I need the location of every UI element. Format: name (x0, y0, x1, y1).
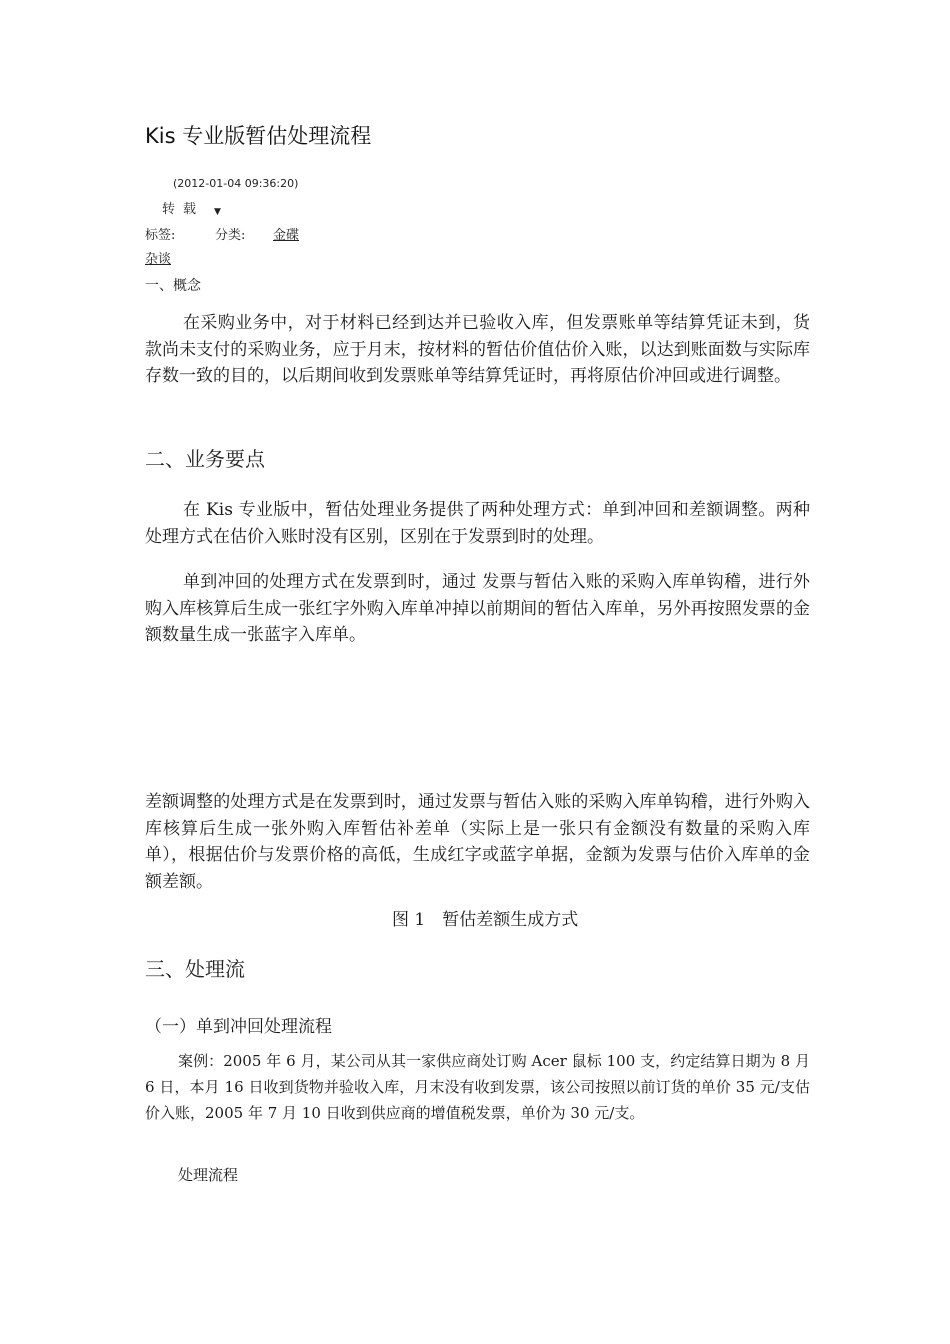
figure-caption: 图 1 暂估差额生成方式 (392, 910, 579, 930)
section2-paragraph2: 单到冲回的处理方式在发票到时，通过 发票与暂估入账的采购入库单钩稽，进行外购入库核算后生成一张红字外购入库单冲掉以前期间的暂估入库单，另外再按照发票的金额数量生成一张蓝字入库单。 (145, 572, 810, 645)
section3-flow-label: 处理流程 (178, 1166, 239, 1184)
section2-paragraph3: 差额调整的处理方式是在发票到时，通过发票与暂估入账的采购入库单钩稽，进行外购入库核算后生成一张外购入库暂估补差单（实际上是一张只有金额没有数量的采购入库单），根据估价与发票价格的高低，生成红字或蓝字单据，金额为发票与估价入库单的金额差额。 (145, 792, 810, 892)
section1-heading: 一、概念 (145, 278, 201, 294)
category-link-part1[interactable]: 金碟 (273, 228, 300, 243)
section1-paragraph: 在采购业务中，对于材料已经到达并已验收入库，但发票账单等结算凭证未到，货款尚未支付的采购业务，应于月末，按材料的暂估价值估价入账，以达到账面数与实际库存数一致的目的，以后期间收到发票账单等结算凭证时，再将原估价冲回或进行调整。 (145, 313, 810, 386)
category-label: 分类: (215, 228, 246, 243)
section3-subheading: （一）单到冲回处理流程 (145, 1017, 332, 1037)
section2-paragraph1: 在 Kis 专业版中，暂估处理业务提供了两种处理方式：单到冲回和差额调整。两种处理方式在估价入账时没有区别，区别在于发票到时的处理。 (145, 500, 810, 547)
article-title: Kis 专业版暂估处理流程 (145, 124, 372, 148)
section3-heading: 三、处理流 (145, 957, 245, 981)
tags-label: 标签: (145, 228, 176, 243)
category-link-part2[interactable]: 杂谈 (145, 252, 172, 267)
publish-date: (2012-01-04 09:36:20) (173, 177, 299, 190)
section3-case-paragraph: 案例：2005 年 6 月，某公司从其一家供应商处订购 Acer 鼠标 100 支，约定结算日期为 8 月 6 日，本月 16 日收到货物并验收入库，月末没有收到发票，该公司按照以前订货的单价 35 元/支估价入账，2005 年 7 月 10 日收到供应商的增值税发票，单价为 30 元/支。 (145, 1052, 810, 1122)
section2-heading: 二、业务要点 (145, 447, 265, 471)
repost-label[interactable]: 转载 (162, 202, 205, 217)
dropdown-triangle-icon[interactable]: ▼ (214, 207, 221, 217)
